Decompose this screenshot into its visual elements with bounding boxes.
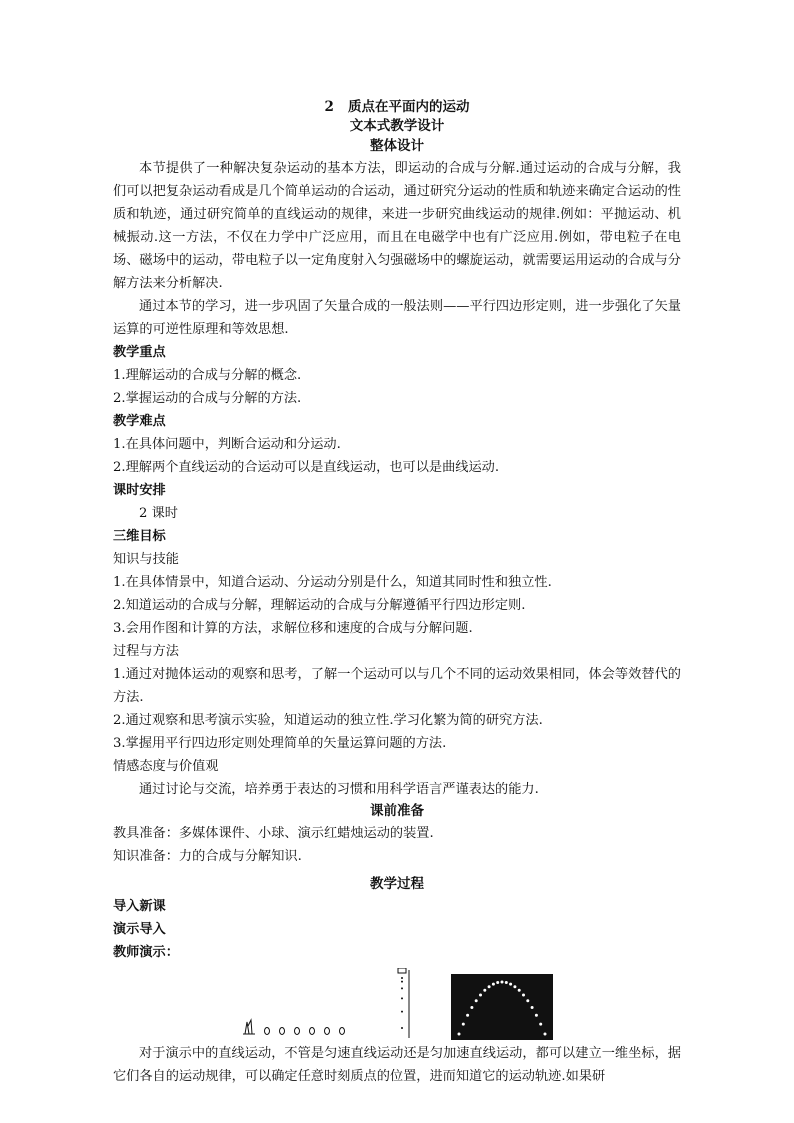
key-point-item: 2.掌握运动的合成与分解的方法.	[113, 391, 302, 406]
after-figure-paragraph: 对于演示中的直线运动，不管是匀速直线运动还是匀加速直线运动，都可以建立一维坐标，据它们各自的运动规律，可以确定任意时刻质点的位置，进而知道它的运动轨迹.如果研	[113, 1046, 681, 1084]
arc-dot	[496, 981, 499, 984]
arc-dot	[483, 989, 486, 992]
demo-heading: 演示导入	[113, 922, 166, 937]
arc-dot	[518, 989, 521, 992]
arc-dot	[475, 999, 478, 1002]
arc-dot	[470, 1006, 473, 1009]
arc-dot	[458, 1033, 461, 1036]
rolling-ball	[325, 1028, 330, 1035]
arc-dot	[522, 994, 525, 997]
arc-dot	[466, 1014, 469, 1017]
linear-motion-figure	[241, 968, 417, 1040]
document-subtitle: 文本式教学设计	[349, 118, 445, 134]
overall-paragraph-2: 通过本节的学习，进一步巩固了矢量合成的一般法则——平行四边形定则，进一步强化了矢量运算的可逆性原理和等效思想.	[113, 299, 681, 337]
rolling-ball	[280, 1028, 285, 1035]
intro-heading: 导入新课	[113, 899, 166, 914]
difficulty-item: 2.理解两个直线运动的合运动可以是直线运动，也可以是曲线运动.	[113, 460, 500, 475]
falling-ball-mark	[401, 1027, 403, 1029]
arc-dot	[501, 981, 504, 984]
arc-dot	[513, 985, 516, 988]
teacher-demo-label: 教师演示：	[113, 945, 179, 960]
overall-paragraph-1: 本节提供了一种解决复杂运动的基本方法，即运动的合成与分解.通过运动的合成与分解，我们可以把复杂运动看成是几个简单运动的合运动，通过研究分运动的性质和轨迹来确定合运动的性质和轨迹，通过研究简单的直线运动的规律，来进一步研究曲线运动的规律.例如：平抛运动、机械振动.这一方法，不仅在力学中广泛应用，而且在电磁学中也有广泛应用.例如，带电粒子在电场、磁场中的运动，带电粒子以一定角度射入匀强磁场中的螺旋运动，就需要运用运动的合成与分解方法来分析解决.	[113, 161, 681, 291]
attitude-text: 通过讨论与交流，培养勇于表达的习惯和用科学语言严谨表达的能力.	[139, 782, 539, 797]
title-text: 质点在平面内的运动	[348, 99, 470, 115]
process-heading: 过程与方法	[113, 644, 179, 659]
arc-dot	[492, 983, 495, 986]
falling-ball-mark	[401, 981, 403, 983]
prep-heading: 课前准备	[370, 803, 424, 819]
falling-ball-mark	[401, 997, 403, 999]
projectile-arc-figure	[451, 974, 553, 1040]
arc-dot	[539, 1023, 542, 1026]
dark-background	[451, 974, 553, 1040]
schedule-text: 2 课时	[139, 506, 178, 521]
launcher-mark	[243, 1020, 255, 1034]
key-point-item: 1.理解运动的合成与分解的概念.	[113, 368, 302, 383]
attitude-heading: 情感态度与价值观	[113, 759, 219, 774]
falling-ball-mark	[401, 977, 403, 979]
schedule-heading: 课时安排	[113, 483, 166, 498]
process-item: 3.掌握用平行四边形定则处理简单的矢量运算问题的方法.	[113, 736, 447, 751]
rolling-ball	[340, 1028, 345, 1035]
drop-holder	[398, 968, 406, 973]
section-overall-heading: 整体设计	[370, 138, 424, 154]
arc-dot	[479, 994, 482, 997]
knowledge-heading: 知识与技能	[113, 552, 179, 567]
arc-dot	[509, 983, 512, 986]
process-item: 1.通过对抛体运动的观察和思考，了解一个运动可以与几个不同的运动效果相同，体会等效替代的方法.	[113, 667, 681, 705]
key-points-heading: 教学重点	[113, 345, 166, 360]
difficulty-item: 1.在具体问题中，判断合运动和分运动.	[113, 437, 341, 452]
arc-dot	[526, 999, 529, 1002]
knowledge-item: 2.知道运动的合成与分解，理解运动的合成与分解遵循平行四边形定则.	[113, 598, 526, 613]
document-body	[113, 98, 681, 1088]
document-title	[113, 98, 681, 117]
arc-dot	[462, 1023, 465, 1026]
teaching-process-heading: 教学过程	[370, 876, 424, 892]
arc-dot	[544, 1033, 547, 1036]
difficulties-heading: 教学难点	[113, 414, 166, 429]
arc-dot	[488, 985, 491, 988]
rolling-ball	[295, 1028, 300, 1035]
demo-figures	[113, 968, 681, 1040]
knowledge-item: 1.在具体情景中，知道合运动、分运动分别是什么，知道其同时性和独立性.	[113, 575, 552, 590]
goals-heading: 三维目标	[113, 529, 166, 544]
prep-tools: 教具准备：多媒体课件、小球、演示红蜡烛运动的装置.	[113, 826, 434, 841]
arc-dot	[505, 981, 508, 984]
prep-knowledge: 知识准备：力的合成与分解知识.	[113, 849, 302, 864]
rolling-ball	[310, 1028, 315, 1035]
falling-ball-mark	[401, 1011, 403, 1013]
process-item: 2.通过观察和思考演示实验，知道运动的独立性.学习化繁为简的研究方法.	[113, 713, 543, 728]
arc-dot	[535, 1014, 538, 1017]
title-number: 2	[324, 99, 334, 115]
rolling-ball	[265, 1028, 270, 1035]
knowledge-item: 3.会用作图和计算的方法，求解位移和速度的合成与分解问题.	[113, 621, 473, 636]
arc-dot	[531, 1006, 534, 1009]
falling-ball-mark	[401, 987, 403, 989]
